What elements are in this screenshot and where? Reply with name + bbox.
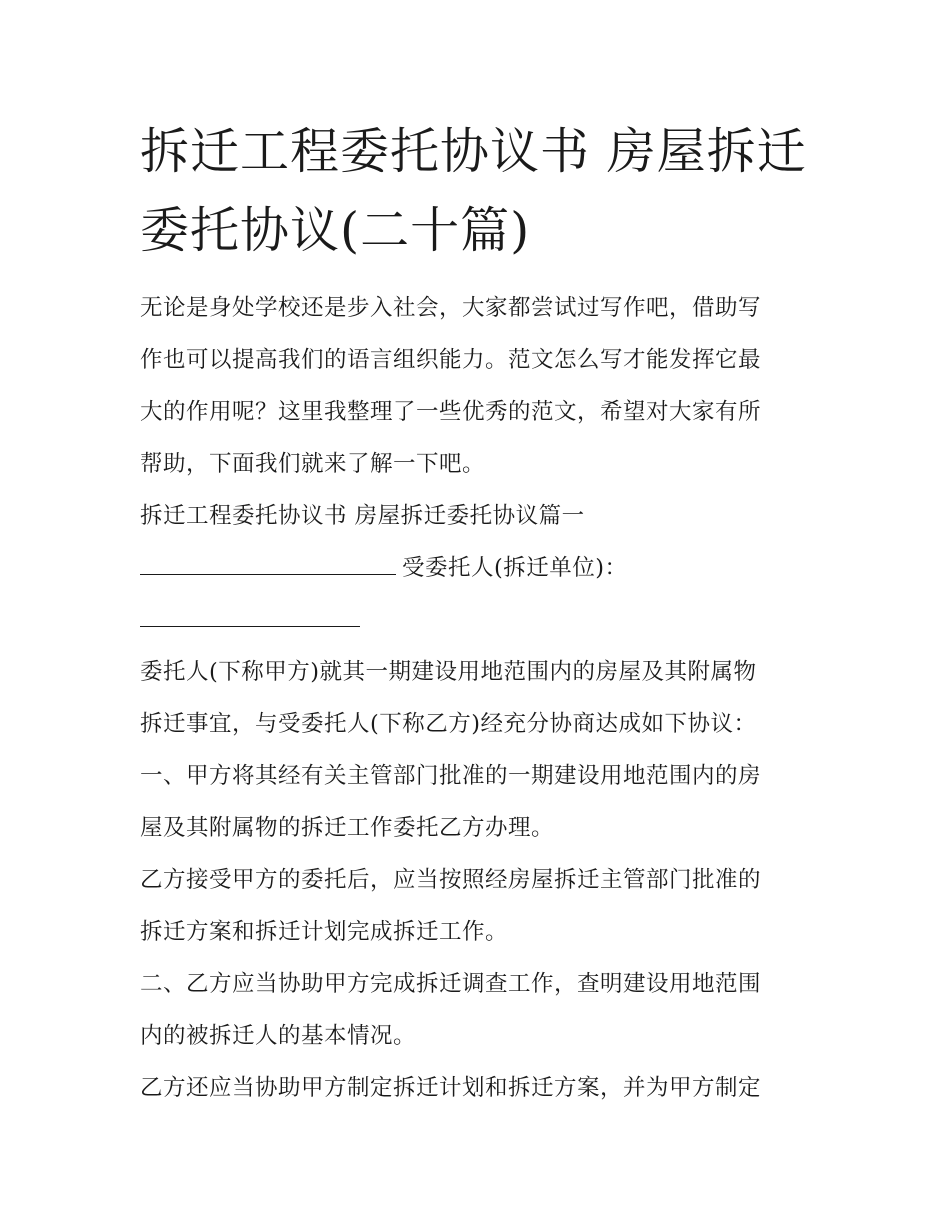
body-line: 拆迁事宜，与受委托人(下称乙方)经充分协商达成如下协议： [140, 711, 757, 737]
document-body [140, 282, 816, 1114]
title-line: 委托协议(二十篇) [140, 202, 531, 259]
trustee-signature-line [140, 594, 816, 646]
document-title [140, 112, 816, 270]
body-line: 乙方接受甲方的委托后，应当按照经房屋拆迁主管部门批准的 [140, 867, 762, 893]
body-line: 屋及其附属物的拆迁工作委托乙方办理。 [140, 815, 555, 841]
body-line: 内的被拆迁人的基本情况。 [140, 1023, 417, 1049]
intro-line: 大的作用呢？这里我整理了一些优秀的范文，希望对大家有所 [140, 399, 762, 425]
intro-line: 帮助，下面我们就来了解一下吧。 [140, 451, 486, 477]
document-content [140, 112, 816, 1114]
body-line: 委托人(下称甲方)就其一期建设用地范围内的房屋及其附属物 [140, 659, 757, 685]
title-line: 拆迁工程委托协议书 房屋拆迁 [140, 123, 807, 180]
intro-line: 无论是身处学校还是步入社会，大家都尝试过写作吧，借助写 [140, 295, 762, 321]
body-line: 拆迁方案和拆迁计划完成拆迁工作。 [140, 919, 509, 945]
principal-blank [140, 544, 396, 575]
body-line: 二、乙方应当协助甲方完成拆迁调查工作，查明建设用地范围 [140, 971, 762, 997]
intro-line: 作也可以提高我们的语言组织能力。范文怎么写才能发挥它最 [140, 347, 762, 373]
trustee-label: 受委托人(拆迁单位)： [402, 555, 628, 581]
section-heading: 拆迁工程委托协议书 房屋拆迁委托协议篇一 [140, 503, 585, 529]
body-line: 乙方还应当协助甲方制定拆迁计划和拆迁方案，并为甲方制定 [140, 1075, 762, 1101]
trustee-blank [140, 596, 360, 627]
body-line: 一、甲方将其经有关主管部门批准的一期建设用地范围内的房 [140, 763, 762, 789]
principal-signature-line [140, 542, 816, 594]
